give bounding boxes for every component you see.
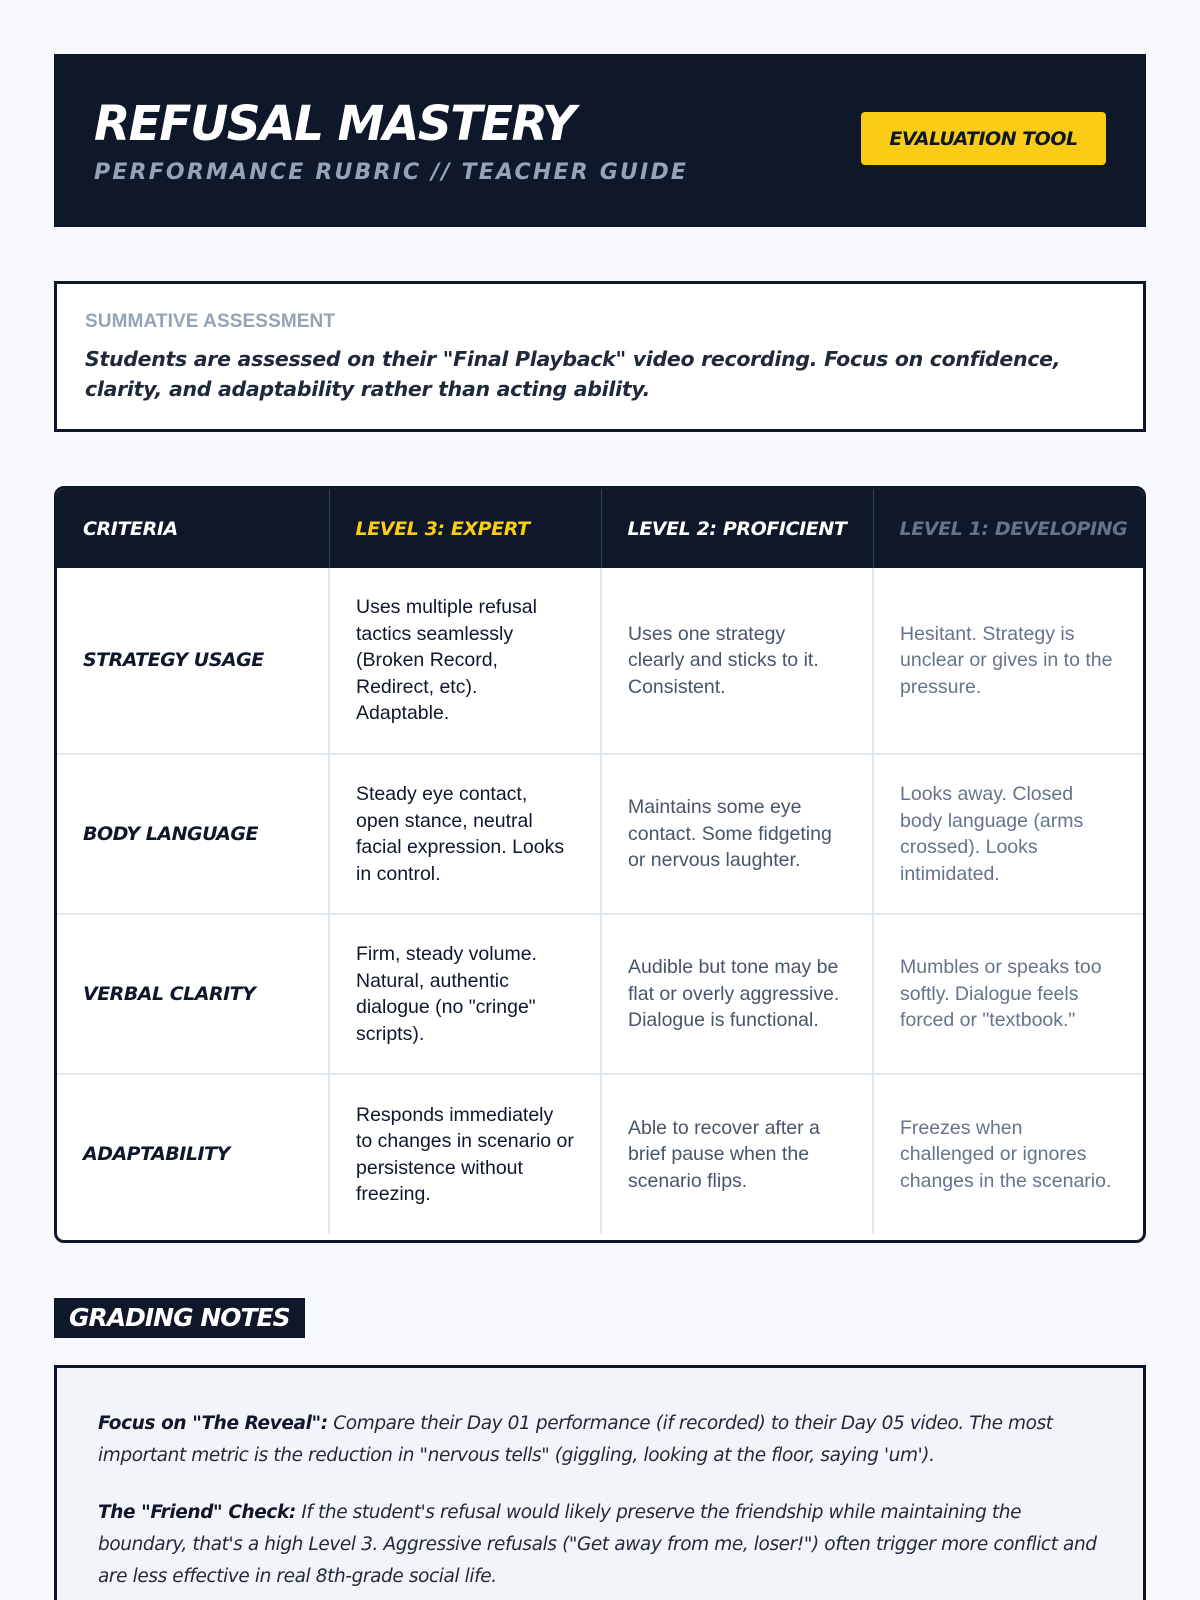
page-title: REFUSAL MASTERY <box>94 95 575 152</box>
summative-assessment-label: SUMMATIVE ASSESSMENT <box>85 311 336 332</box>
rubric-table <box>54 486 1146 1243</box>
criteria-cell: STRATEGY USAGE <box>57 568 329 754</box>
page-header <box>54 54 1146 227</box>
level-2-cell: Maintains some eye contact. Some fidgeting or nervous laughter. <box>601 754 873 914</box>
table-row <box>57 568 1143 754</box>
table-row <box>57 754 1143 914</box>
grading-notes-panel <box>54 1365 1146 1600</box>
level-3-cell: Steady eye contact, open stance, neutral facial expression. Looks in control. <box>329 754 601 914</box>
criteria-cell: VERBAL CLARITY <box>57 914 329 1074</box>
level-1-cell: Freezes when challenged or ignores changes in the scenario. <box>873 1074 1143 1234</box>
level-1-cell: Looks away. Closed body language (arms crossed). Looks intimidated. <box>873 754 1143 914</box>
header-level-3: LEVEL 3: EXPERT <box>329 489 601 568</box>
level-3-cell: Firm, steady volume. Natural, authentic dialogue (no "cringe" scripts). <box>329 914 601 1074</box>
header-level-1: LEVEL 1: DEVELOPING <box>873 489 1143 568</box>
summative-assessment-card <box>54 281 1146 432</box>
page-subtitle: PERFORMANCE RUBRIC // TEACHER GUIDE <box>94 159 689 185</box>
grading-note-lead: The "Friend" Check: <box>98 1502 296 1523</box>
grading-notes-heading: GRADING NOTES <box>54 1298 305 1338</box>
header-criteria: CRITERIA <box>57 489 329 568</box>
grading-note <box>98 1497 1102 1593</box>
summative-assessment-text: Students are assessed on their "Final Playback" video recording. Focus on confidence, clarity, and adaptability rather than acting ability. <box>85 347 1061 401</box>
level-2-cell: Audible but tone may be flat or overly aggressive. Dialogue is functional. <box>601 914 873 1074</box>
criteria-cell: ADAPTABILITY <box>57 1074 329 1234</box>
evaluation-tool-badge: EVALUATION TOOL <box>861 112 1106 165</box>
level-3-cell: Uses multiple refusal tactics seamlessly (Broken Record, Redirect, etc). Adaptable. <box>329 568 601 754</box>
table-row <box>57 914 1143 1074</box>
level-2-cell: Uses one strategy clearly and sticks to it. Consistent. <box>601 568 873 754</box>
header-titles <box>94 95 689 185</box>
rubric-header-row <box>57 489 1143 568</box>
table-row <box>57 1074 1143 1234</box>
level-3-cell: Responds immediately to changes in scenario or persistence without freezing. <box>329 1074 601 1234</box>
grading-note-text: Compare their Day 01 performance (if recorded) to their Day 05 video. The most important metric is the reduction in "nervous tells" (giggling, looking at the floor, saying 'um'). <box>98 1413 1053 1466</box>
criteria-cell: BODY LANGUAGE <box>57 754 329 914</box>
grading-note <box>98 1408 1102 1472</box>
level-2-cell: Able to recover after a brief pause when the scenario flips. <box>601 1074 873 1234</box>
header-level-2: LEVEL 2: PROFICIENT <box>601 489 873 568</box>
level-1-cell: Hesitant. Strategy is unclear or gives in to the pressure. <box>900 622 1113 698</box>
grading-note-text: If the student's refusal would likely preserve the friendship while maintaining the boundary, that's a high Level 3. Aggressive refusals ("Get away from me, loser!") often trigger more conflict and are less effective in real 8th-grade social life. <box>98 1502 1097 1587</box>
grading-note-lead: Focus on "The Reveal": <box>98 1413 328 1434</box>
level-1-cell: Mumbles or speaks too softly. Dialogue feels forced or "textbook." <box>873 914 1143 1074</box>
